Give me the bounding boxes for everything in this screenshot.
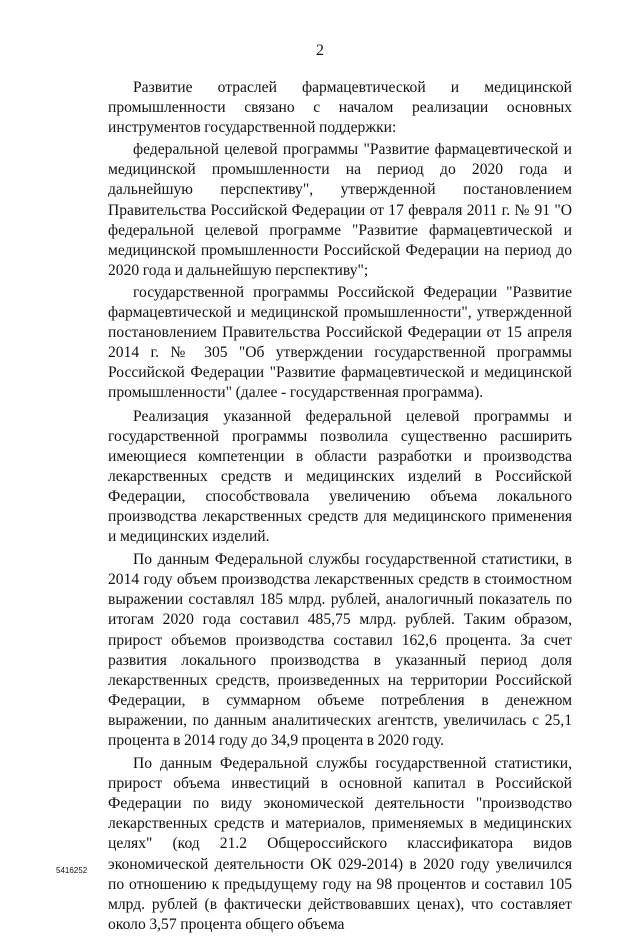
- paragraph-state-program: государственной программы Российской Федерации "Развитие фармацевтической и медицинской промышленности", утвержденной постановлением Правительства Российской Федерации от 15 апреля 2014 г. № 305 "Об утверждении государственной программы Российской Федерации "Развитие фармацевтической и медицинской промышленности" (далее - государственная программа).: [108, 283, 572, 402]
- paragraph-implementation: Реализация указанной федеральной целевой программы и государственной программы позволила существенно расширить имеющиеся компетенции в области разработки и производства лекарственных средств и медицинских изделий в Российской Федерации, способствовала увеличению объема локального производства лекарственных средств для медицинского применения и медицинских изделий.: [108, 407, 572, 546]
- paragraph-intro: Развитие отраслей фармацевтической и медицинской промышленности связано с началом реализации основных инструментов государственной поддержки:: [108, 79, 572, 137]
- paragraph-production-statistics: По данным Федеральной службы государственной статистики, в 2014 году объем производства лекарственных средств в стоимостном выражении составлял 185 млрд. рублей, аналогичный показатель по итогам 2020 года составил 485,75 млрд. рублей. Таким образом, прирост объемов производства составил 162,6 процента. За счет развития локального производства в указанный период доля лекарственных средств, произведенных на территории Российской Федерации, в суммарном объеме потребления в денежном выражении, по данным аналитических агентств, увеличилась с 25,1 процента в 2014 году до 34,9 процента в 2020 году.: [108, 551, 572, 749]
- paragraph-federal-program: федеральной целевой программы "Развитие фармацевтической и медицинской промышленности на период до 2020 года и дальнейшую перспективу", утвержденной постановлением Правительства Российской Федерации от 17 февраля 2011 г. № 91 "О федеральной целевой программе "Развитие фармацевтической и медицинской промышленности Российской Федерации на период до 2020 года и дальнейшую перспективу";: [108, 141, 572, 279]
- document-code: 5416252: [56, 866, 88, 875]
- page-number: 2: [316, 42, 324, 59]
- paragraph-investment-statistics: По данным Федеральной службы государственной статистики, прирост объема инвестиций в основной капитал в Российской Федерации по виду экономической деятельности "производство лекарственных средств и материалов, применяемых в медицинских целях" (код 21.2 Общероссийского классификатора видов экономической деятельности ОК 029-2014) в 2020 году увеличился по отношению к предыдущему году на 98 процентов и составил 105 млрд. рублей (в фактически действовавших ценах), что составляет около 3,57 процента общего объема: [108, 755, 572, 933]
- document-body: [108, 78, 572, 938]
